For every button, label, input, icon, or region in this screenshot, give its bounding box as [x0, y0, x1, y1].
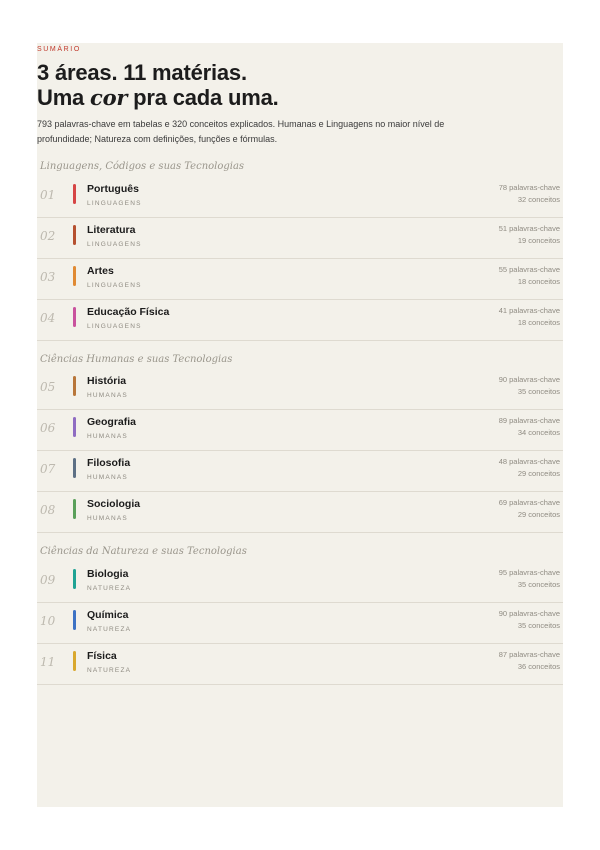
- subject-name: Artes: [87, 265, 114, 277]
- concept-count: 35 conceitos: [517, 580, 560, 589]
- subject-name: Literatura: [87, 224, 136, 236]
- subject-number: 07: [40, 462, 56, 476]
- subject-name: Biologia: [87, 568, 129, 580]
- title-emphasis: cor: [90, 85, 128, 110]
- keyword-count: 90 palavras-chave: [498, 609, 560, 618]
- subject-name: Química: [87, 609, 129, 621]
- section-eyebrow: SUMÁRIO: [37, 46, 81, 53]
- subject-color-bar: [73, 417, 76, 437]
- subject-number: 11: [40, 655, 56, 669]
- subject-number: 05: [40, 380, 56, 394]
- subject-area: NATUREZA: [87, 585, 132, 592]
- subject-number: 10: [40, 614, 56, 628]
- subject-number: 08: [40, 503, 56, 517]
- subject-row-biologia[interactable]: [37, 561, 563, 603]
- subject-row-educacao-fisica[interactable]: [37, 299, 563, 341]
- keyword-count: 95 palavras-chave: [498, 568, 560, 577]
- group-title-natureza: Ciências da Natureza e suas Tecnologias: [40, 546, 247, 557]
- title-line-2-start: Uma: [37, 85, 90, 110]
- group-title-linguagens: Linguagens, Códigos e suas Tecnologias: [40, 161, 245, 172]
- keyword-count: 87 palavras-chave: [498, 650, 560, 659]
- title-line-2-end: pra cada uma.: [127, 85, 279, 110]
- summary-page: [37, 43, 563, 807]
- concept-count: 32 conceitos: [517, 195, 560, 204]
- concept-count: 19 conceitos: [517, 236, 560, 245]
- subject-name: Educação Física: [87, 306, 170, 318]
- subject-row-filosofia[interactable]: [37, 450, 563, 492]
- subject-area: NATUREZA: [87, 626, 132, 633]
- keyword-count: 90 palavras-chave: [498, 375, 560, 384]
- subject-name: Física: [87, 650, 117, 662]
- keyword-count: 48 palavras-chave: [498, 457, 560, 466]
- subject-color-bar: [73, 225, 76, 245]
- keyword-count: 51 palavras-chave: [498, 224, 560, 233]
- subject-row-fisica[interactable]: [37, 643, 563, 685]
- keyword-count: 55 palavras-chave: [498, 265, 560, 274]
- subject-name: Geografia: [87, 416, 137, 428]
- concept-count: 18 conceitos: [517, 318, 560, 327]
- group-title-humanas: Ciências Humanas e suas Tecnologias: [40, 354, 233, 365]
- keyword-count: 69 palavras-chave: [498, 498, 560, 507]
- subject-row-artes[interactable]: [37, 258, 563, 300]
- subject-area: NATUREZA: [87, 667, 132, 674]
- subject-name: Sociologia: [87, 498, 141, 510]
- subject-area: LINGUAGENS: [87, 241, 142, 248]
- concept-count: 29 conceitos: [517, 469, 560, 478]
- concept-count: 34 conceitos: [517, 428, 560, 437]
- concept-count: 36 conceitos: [517, 662, 560, 671]
- keyword-count: 89 palavras-chave: [498, 416, 560, 425]
- page-title: [37, 60, 279, 110]
- subject-color-bar: [73, 610, 76, 630]
- subject-row-historia[interactable]: [37, 368, 563, 410]
- subject-row-portugues[interactable]: [37, 176, 563, 218]
- subject-row-sociologia[interactable]: [37, 491, 563, 533]
- subject-color-bar: [73, 499, 76, 519]
- subject-area: HUMANAS: [87, 515, 128, 522]
- subject-name: História: [87, 375, 127, 387]
- concept-count: 35 conceitos: [517, 621, 560, 630]
- subject-number: 09: [40, 573, 56, 587]
- subject-number: 02: [40, 229, 56, 243]
- subject-color-bar: [73, 651, 76, 671]
- concept-count: 29 conceitos: [517, 510, 560, 519]
- concept-count: 18 conceitos: [517, 277, 560, 286]
- subject-color-bar: [73, 458, 76, 478]
- subject-name: Filosofia: [87, 457, 131, 469]
- subject-name: Português: [87, 183, 139, 195]
- subject-row-quimica[interactable]: [37, 602, 563, 644]
- keyword-count: 41 palavras-chave: [498, 306, 560, 315]
- subject-area: LINGUAGENS: [87, 282, 142, 289]
- subject-color-bar: [73, 307, 76, 327]
- keyword-count: 78 palavras-chave: [498, 183, 560, 192]
- subject-area: HUMANAS: [87, 433, 128, 440]
- subject-number: 03: [40, 270, 56, 284]
- subject-color-bar: [73, 184, 76, 204]
- subject-area: HUMANAS: [87, 474, 128, 481]
- subject-row-literatura[interactable]: [37, 217, 563, 259]
- subject-color-bar: [73, 266, 76, 286]
- subject-area: HUMANAS: [87, 392, 128, 399]
- intro-text: 793 palavras-chave em tabelas e 320 conceitos explicados. Humanas e Linguagens no maior nível de profundidade; Natureza com definições, funções e fórmulas.: [37, 119, 445, 144]
- subject-number: 06: [40, 421, 56, 435]
- subject-color-bar: [73, 569, 76, 589]
- concept-count: 35 conceitos: [517, 387, 560, 396]
- title-line-1: 3 áreas. 11 matérias.: [37, 60, 247, 85]
- subject-area: LINGUAGENS: [87, 200, 142, 207]
- subject-color-bar: [73, 376, 76, 396]
- subject-number: 01: [40, 188, 56, 202]
- subject-number: 04: [40, 311, 56, 325]
- subject-area: LINGUAGENS: [87, 323, 142, 330]
- subject-row-geografia[interactable]: [37, 409, 563, 451]
